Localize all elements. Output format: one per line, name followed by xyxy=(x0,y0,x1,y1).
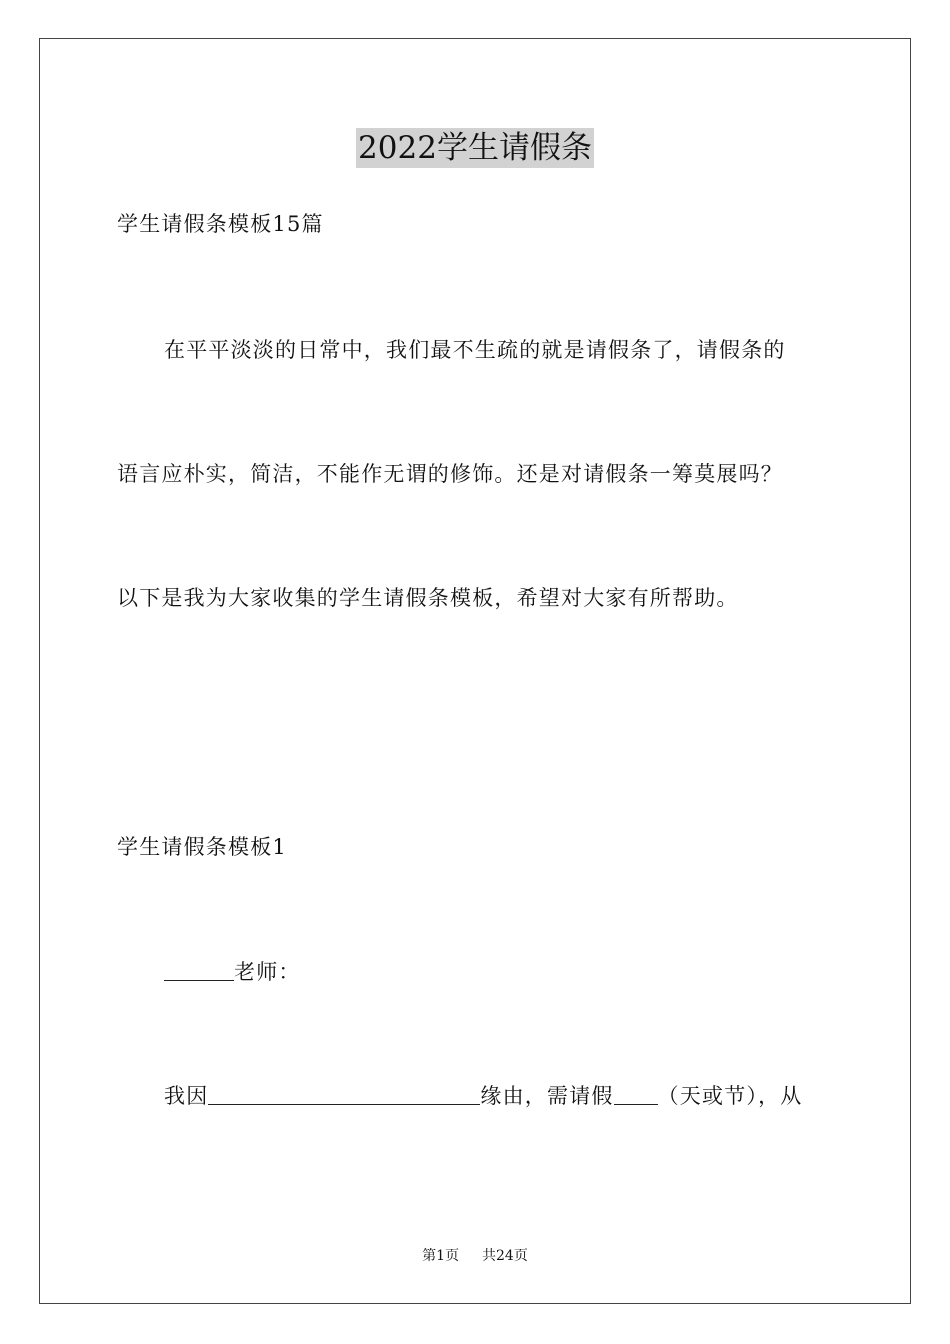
total-pages: 共24页 xyxy=(482,1248,528,1264)
intro-line-3: 以下是我为大家收集的学生请假条模板，希望对大家有所帮助。 xyxy=(117,586,739,610)
body-suffix: （天或节），从 xyxy=(657,1084,803,1108)
title-container xyxy=(0,128,950,168)
leave-reason-line xyxy=(164,1081,803,1111)
body-prefix: 我因 xyxy=(164,1084,209,1108)
body-middle: 缘由，需请假 xyxy=(480,1084,614,1108)
teacher-name-blank[interactable] xyxy=(164,958,234,981)
intro-line-1: 在平平淡淡的日常中，我们最不生疏的就是请假条了，请假条的 xyxy=(164,338,786,362)
document-title: 2022学生请假条 xyxy=(358,130,592,166)
page-number: 第1页 xyxy=(422,1248,460,1264)
reason-blank[interactable] xyxy=(208,1082,480,1105)
page-footer xyxy=(0,1247,950,1265)
duration-blank[interactable] xyxy=(614,1082,658,1105)
intro-line-2: 语言应朴实，简洁，不能作无谓的修饰。还是对请假条一筹莫展吗？ xyxy=(117,462,783,486)
document-subtitle: 学生请假条模板15篇 xyxy=(117,212,324,236)
salutation-line xyxy=(164,957,301,987)
salutation-suffix: 老师： xyxy=(234,960,301,984)
section-heading: 学生请假条模板1 xyxy=(117,835,287,859)
